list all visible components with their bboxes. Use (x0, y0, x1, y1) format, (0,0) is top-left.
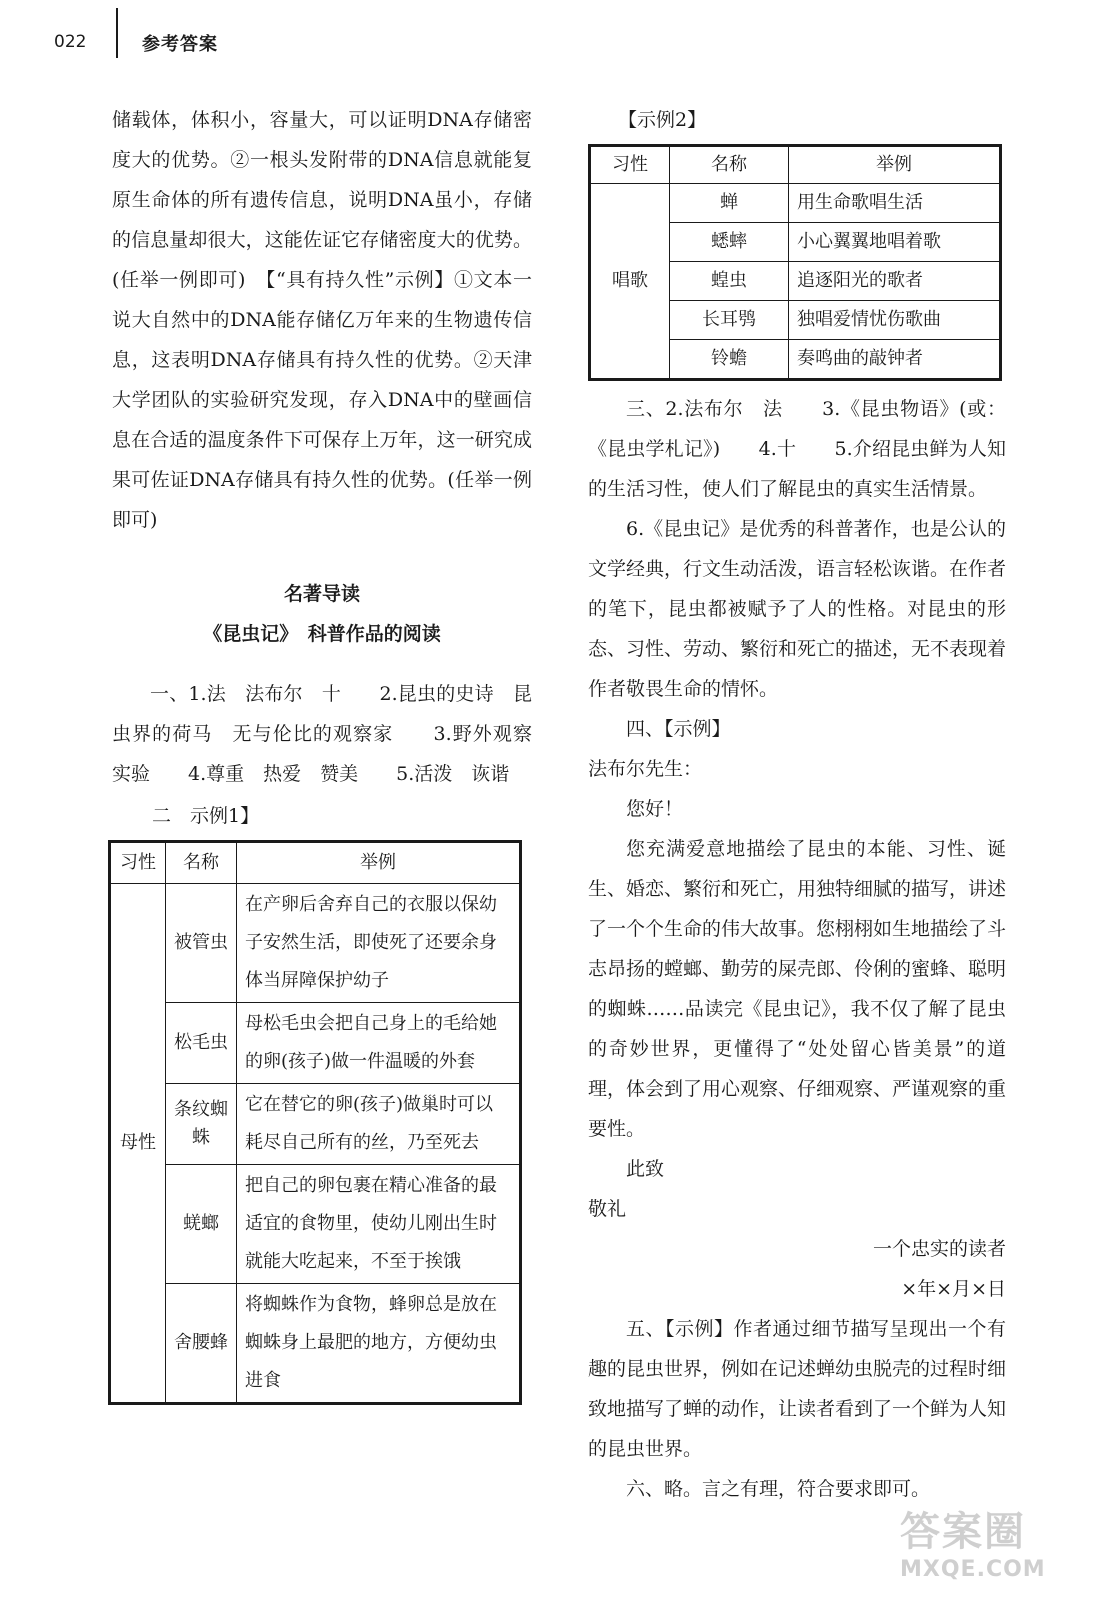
table1-row-example: 把自己的卵包裹在精心准备的最适宜的食物里，使幼儿刚出生时就能大吃起来，不至于挨饿 (237, 1165, 521, 1284)
table1-row-name: 蜣螂 (166, 1165, 237, 1284)
answer-part-5: 五、【示例】作者通过细节描写呈现出一个有趣的昆虫世界，例如在记述蝉幼虫脱壳的过程时细致地描写了蝉的动作，让读者看到了一个鲜为人知的昆虫世界。 (588, 1318, 1007, 1460)
left-column (112, 100, 552, 1405)
table1-header-habit: 习性 (110, 842, 166, 884)
table2-row-example: 小心翼翼地唱着歌 (789, 223, 1001, 262)
table1-row-name: 被管虫 (166, 884, 237, 1003)
table1-header-name: 名称 (166, 842, 237, 884)
table2-row-example: 独唱爱情忧伤歌曲 (789, 301, 1001, 340)
watermark-line-1: 答案圈 (900, 1509, 1026, 1555)
dna-answer-paragraph: 储载体，体积小，容量大，可以证明DNA存储密度大的优势。②一根头发附带的DNA信息就能复原生命体的所有遗传信息，说明DNA虽小，存储的信息量却很大，这能佐证它存储密度大的优势。(任举一例即可) 【“具有持久性”示例】①文本一说大自然中的DNA能存储亿万年来的生物遗传信息，这表明DNA存储具有持久性的优势。②天津大学团队的实验研究发现，存入DNA中的壁画信息在合适的温度条件下可保存上万年，这一研究成果可佐证DNA存储具有持久性的优势。(任举一例即可) (112, 109, 532, 531)
table1-group-habit: 母性 (110, 884, 166, 1404)
answer-part-4-label: 四、【示例】 (626, 718, 731, 740)
watermark-logo (900, 1500, 1080, 1592)
table2-row-name: 蝉 (670, 184, 789, 223)
page-number: 022 (54, 32, 87, 52)
table2-group-habit: 唱歌 (590, 184, 670, 380)
answer-part-1: 一、1.法 法布尔 十 2.昆虫的史诗 昆虫界的荷马 无与伦比的观察家 3.野外观察 实验 4.尊重 热爱 赞美 5.活泼 诙谐 (112, 683, 552, 785)
table2-row-name: 蟋蟀 (670, 223, 789, 262)
page-header (0, 0, 1100, 60)
right-column (588, 100, 1006, 1509)
habits-table-1 (108, 840, 522, 1405)
section-subtitle: 《昆虫记》 科普作品的阅读 (203, 623, 441, 645)
answer-part-3: 三、2.法布尔 法 3.《昆虫物语》(或：《昆虫学札记》) 4.十 5.介绍昆虫鲜为人知的生活习性，使人们了解昆虫的真实生活情景。 (588, 398, 1006, 500)
letter-body: 您充满爱意地描绘了昆虫的本能、习性、诞生、婚恋、繁衍和死亡，用独特细腻的描写，讲述了一个个生命的伟大故事。您栩栩如生地描绘了斗志昂扬的螳螂、勤劳的屎壳郎、伶俐的蜜蜂、聪明的蜘蛛……品读完《昆虫记》，我不仅了解了昆虫的奇妙世界，更懂得了“处处留心皆美景”的道理，体会到了用心观察、仔细观察、严谨观察的重要性。 (588, 838, 1007, 1140)
watermark-line-2: MXQE.COM (900, 1557, 1046, 1582)
table1-row-example: 在产卵后舍弃自己的衣服以保幼子安然生活，即使死了还要余身体当屏障保护幼子 (237, 884, 521, 1003)
table2-row-name: 铃蟾 (670, 340, 789, 380)
letter-salutation: 法布尔先生： (588, 758, 703, 780)
table1-row-example: 将蜘蛛作为食物，蜂卵总是放在蜘蛛身上最肥的地方，方便幼虫进食 (237, 1284, 521, 1404)
table2-header-example: 举例 (789, 146, 1001, 184)
table1-row-example: 它在替它的卵(孩子)做巢时可以耗尽自己所有的丝，乃至死去 (237, 1084, 521, 1165)
table2-row-example: 用生命歌唱生活 (789, 184, 1001, 223)
header-divider (116, 8, 118, 58)
table1-row-example: 母松毛虫会把自己身上的毛给她的卵(孩子)做一件温暖的外套 (237, 1003, 521, 1084)
table1-row-name: 条纹蜘蛛 (166, 1084, 237, 1165)
table2-row-name: 蝗虫 (670, 262, 789, 301)
table2-header-habit: 习性 (590, 146, 670, 184)
letter-closing-1: 此致 (626, 1158, 665, 1180)
table1-row-name: 松毛虫 (166, 1003, 237, 1084)
letter-closing-2: 敬礼 (588, 1198, 627, 1220)
table2-header-name: 名称 (670, 146, 789, 184)
example-1-label: 二 示例1】 (152, 805, 260, 827)
header-title: 参考答案 (142, 34, 218, 55)
table2-row-example: 奏鸣曲的敲钟者 (789, 340, 1001, 380)
answer-part-3-item-6: 6.《昆虫记》是优秀的科普著作，也是公认的文学经典，行文生动活泼，语言轻松诙谐。在作者的笔下，昆虫都被赋予了人的性格。对昆虫的形态、习性、劳动、繁衍和死亡的描述，无不表现着作者敬畏生命的情怀。 (588, 518, 1007, 700)
table2-row-example: 追逐阳光的歌者 (789, 262, 1001, 301)
answer-part-6: 六、略。言之有理，符合要求即可。 (626, 1478, 931, 1500)
example-2-label: 【示例2】 (618, 109, 707, 131)
table1-header-example: 举例 (237, 842, 521, 884)
letter-date: ×年×月×日 (901, 1278, 1006, 1300)
table1-row-name: 舍腰蜂 (166, 1284, 237, 1404)
letter-greeting: 您好！ (626, 798, 684, 820)
table2-row-name: 长耳鸮 (670, 301, 789, 340)
section-title: 名著导读 (283, 583, 360, 605)
letter-signature: 一个忠实的读者 (872, 1238, 1006, 1260)
habits-table-2 (588, 144, 1002, 381)
